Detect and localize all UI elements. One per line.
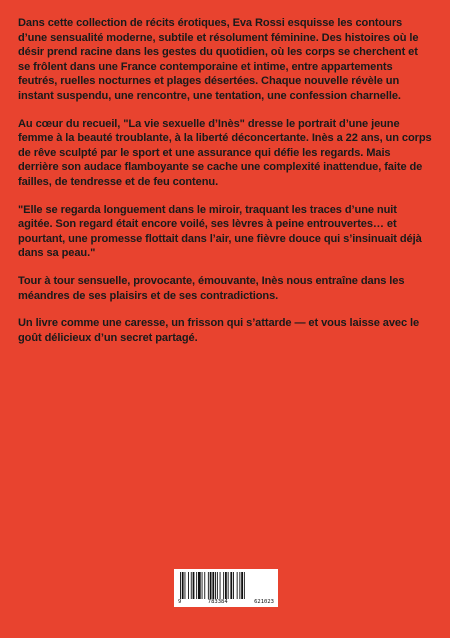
ines-paragraph: Au cœur du recueil, "La vie sexuelle d’Inès" dresse le portrait d’une jeune femme à la beauté troublante, à la liberté déconcertante. Inès a 22 ans, un corps de rêve sculpté par le sport et une assurance qui défie les regards. Mais derrière son audace flamboyante se cache une complexité inattendue, faite de failles, de tendresse et de feu contenu. xyxy=(18,117,432,188)
barcode-digit-group1: 783384 xyxy=(207,599,228,605)
barcode-digit-group2: 621023 xyxy=(254,599,274,605)
quote-paragraph: "Elle se regarda longuement dans le miroir, traquant les traces d’une nuit agitée. Son regard était encore voilé, ses lèvres à peine entrouvertes… et pourtant, une promesse flottait dans l’air, une fièvre douce qui s’insinuait déjà dans sa peau." xyxy=(18,203,422,260)
barcode-digit-first: 9 xyxy=(178,599,182,605)
intro-paragraph: Dans cette collection de récits érotiques, Eva Rossi esquisse les contours d’une sensualité moderne, subtile et résolument féminine. Des histoires où le désir prend racine dans les gestes du quotidien, où les corps se cherchent et se frôlent dans une France contemporaine et intime, entre appartements feutrés, ruelles nocturnes et plages désertées. Chaque nouvelle révèle un instant suspendu, une rencontre, une tentation, une confession charnelle. xyxy=(18,17,419,102)
barcode-bars xyxy=(178,572,274,599)
barcode-digits xyxy=(174,599,278,605)
barcode xyxy=(174,569,278,607)
closing-paragraph: Un livre comme une caresse, un frisson qui s’attarde — et vous laisse avec le goût délicieux d’un secret partagé. xyxy=(18,317,420,344)
tour-paragraph: Tour à tour sensuelle, provocante, émouvante, Inès nous entraîne dans les méandres de ses plaisirs et de ses contradictions. xyxy=(18,274,405,302)
